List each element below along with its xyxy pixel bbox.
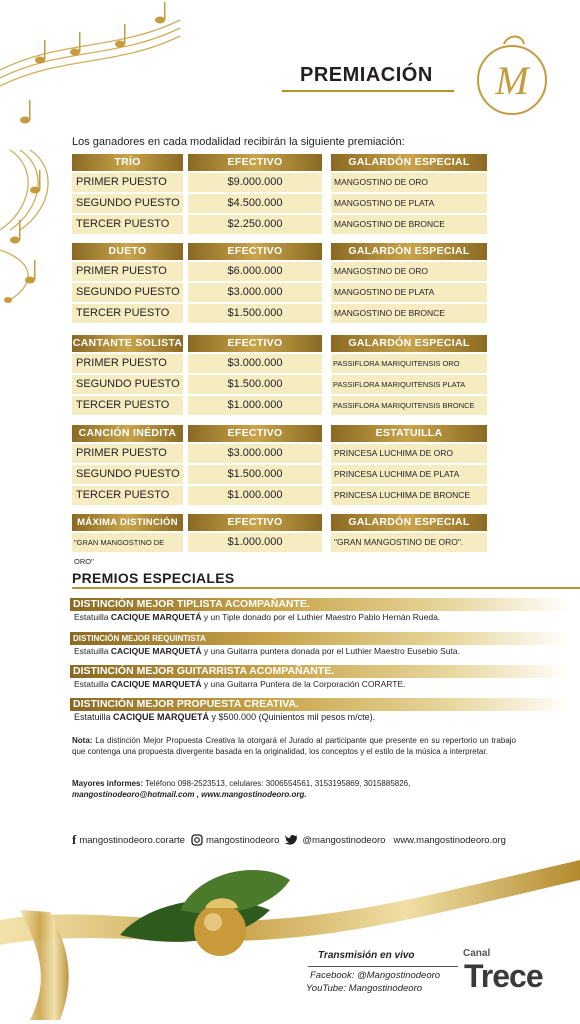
table-row [72, 463, 487, 484]
facebook-link[interactable]: mangostinodeoro.corarte [79, 834, 185, 846]
header-cash: EFECTIVO [188, 514, 322, 531]
website-link[interactable]: www.mangostinodeoro.org [393, 834, 506, 846]
cash-cell: $1.500.000 [188, 375, 322, 394]
table-header [72, 154, 487, 171]
cash-cell: $3.000.000 [188, 354, 322, 373]
header-cash: EFECTIVO [188, 243, 322, 260]
table-header [72, 243, 487, 260]
award-cell: PRINCESA LUCHIMA DE ORO [331, 444, 487, 463]
prize-table-dueto [72, 243, 487, 323]
cash-cell: $6.000.000 [188, 262, 322, 281]
place-cell: PRIMER PUESTO [72, 173, 183, 192]
place-cell: TERCER PUESTO [72, 486, 183, 505]
table-row [72, 260, 487, 281]
special-prize-heading: DISTINCIÓN MEJOR PROPUESTA CREATIVA. [70, 698, 570, 711]
header-cash: EFECTIVO [188, 154, 322, 171]
title-underline [282, 90, 454, 92]
place-cell: TERCER PUESTO [72, 396, 183, 415]
broadcast-youtube[interactable]: YouTube: Mangostinodeoro [306, 983, 423, 994]
table-row [72, 394, 487, 415]
table-row [72, 192, 487, 213]
special-prize-item [70, 665, 570, 690]
table-row [72, 531, 487, 566]
header-award: ESTATUILLA [331, 425, 487, 442]
note-text: Nota: La distinción Mejor Propuesta Creativa la otorgará el Jurado al participante que presente en su repertorio un trabajo que contenga una propuesta divergente basada en la originalidad, los conceptos y el estilo de la música a interpretar. [72, 736, 516, 756]
twitter-icon [285, 834, 299, 846]
gold-ribbon-decoration [0, 850, 580, 1024]
cash-cell: $1.000.000 [188, 486, 322, 505]
contact-info: Mayores informes: Teléfono 098-2523513, celulares: 3006554561, 3153195869, 3015885826, mangostinodeoro@hotmail.com , www.mangostinodeoro.org. [72, 779, 411, 799]
header-category: MÁXIMA DISTINCIÓN [72, 514, 183, 531]
table-row [72, 171, 487, 192]
award-cell: MANGOSTINO DE BRONCE [331, 215, 487, 234]
award-cell: MANGOSTINO DE ORO [331, 262, 487, 281]
header-category: CANTANTE SOLISTA [72, 335, 183, 352]
table-row [72, 442, 487, 463]
special-prize-text: Estatuilla CACIQUE MARQUETÁ y una Guitarra puntera donada por el Luthier Maestro Eusebio Suta. [74, 646, 460, 656]
cash-cell: $1.000.000 [188, 396, 322, 415]
table-row [72, 352, 487, 373]
header-category: TRÍO [72, 154, 183, 171]
award-cell: MANGOSTINO DE PLATA [331, 283, 487, 302]
award-cell: PASSIFLORA MARIQUITENSIS ORO [331, 354, 487, 373]
trece-logo: Trece [464, 958, 543, 994]
header-award: GALARDÓN ESPECIAL [331, 335, 487, 352]
prize-table-trio [72, 154, 487, 234]
special-prizes-title: PREMIOS ESPECIALES [72, 570, 235, 586]
special-prize-item [70, 632, 570, 657]
place-cell: TERCER PUESTO [72, 304, 183, 323]
table-header [72, 425, 487, 442]
place-cell: PRIMER PUESTO [72, 262, 183, 281]
svg-text:M: M [495, 58, 529, 103]
intro-text: Los ganadores en cada modalidad recibirán la siguiente premiación: [72, 136, 405, 148]
header-category: CANCIÓN INÉDITA [72, 425, 183, 442]
special-prize-item [70, 698, 570, 723]
special-prizes-rule [72, 587, 580, 589]
prize-table-solista [72, 335, 487, 415]
table-row [72, 302, 487, 323]
special-prize-text: Estatuilla CACIQUE MARQUETÁ y una Guitarra Puntera de la Corporación CORARTE. [74, 679, 406, 689]
header-award: GALARDÓN ESPECIAL [331, 154, 487, 171]
cash-cell: $1.500.000 [188, 465, 322, 484]
place-cell: PRIMER PUESTO [72, 354, 183, 373]
twitter-link[interactable]: @mangostinodeoro [302, 834, 386, 846]
award-cell: PASSIFLORA MARIQUITENSIS PLATA [331, 375, 487, 394]
cash-cell: $1.500.000 [188, 304, 322, 323]
header-cash: EFECTIVO [188, 425, 322, 442]
special-prize-item [70, 598, 570, 623]
place-cell: PRIMER PUESTO [72, 444, 183, 463]
broadcast-rule [308, 966, 458, 967]
special-prize-heading: DISTINCIÓN MEJOR REQUINTISTA [70, 632, 570, 645]
cash-cell: $9.000.000 [188, 173, 322, 192]
table-header [72, 514, 487, 531]
award-cell: PRINCESA LUCHIMA DE PLATA [331, 465, 487, 484]
facebook-icon: f [72, 832, 77, 847]
award-cell: PASSIFLORA MARIQUITENSIS BRONCE [331, 396, 487, 415]
place-cell: SEGUNDO PUESTO [72, 283, 183, 302]
cash-cell: $2.250.000 [188, 215, 322, 234]
special-prize-heading: DISTINCIÓN MEJOR TIPLISTA ACOMPAÑANTE. [70, 598, 570, 611]
contact-links[interactable]: mangostinodeoro@hotmail.com , www.mangostinodeoro.org. [72, 790, 307, 799]
award-cell: MANGOSTINO DE BRONCE [331, 304, 487, 323]
special-prize-heading: DISTINCIÓN MEJOR GUITARRISTA ACOMPAÑANTE. [70, 665, 570, 678]
header-award: GALARDÓN ESPECIAL [331, 514, 487, 531]
broadcast-facebook[interactable]: Facebook: @Mangostinodeoro [310, 970, 441, 981]
table-row [72, 373, 487, 394]
prize-table-cancion [72, 425, 487, 505]
table-row [72, 213, 487, 234]
mangostino-logo [474, 30, 552, 120]
special-prize-text: Estatuilla CACIQUE MARQUETÁ y un Tiple donado por el Luthier Maestro Pablo Hernán Rueda. [74, 612, 441, 622]
channel-label: Canal [463, 948, 491, 959]
broadcast-title: Transmisión en vivo [318, 950, 415, 961]
award-cell: MANGOSTINO DE ORO [331, 173, 487, 192]
page-title: PREMIACIÓN [300, 64, 433, 86]
cash-cell: $3.000.000 [188, 283, 322, 302]
place-cell: "GRAN MANGOSTINO DE ORO" [72, 533, 183, 552]
header-category: DUETO [72, 243, 183, 260]
award-cell: PRINCESA LUCHIMA DE BRONCE [331, 486, 487, 505]
cash-cell: $3.000.000 [188, 444, 322, 463]
social-links [72, 832, 506, 848]
award-cell: MANGOSTINO DE PLATA [331, 194, 487, 213]
instagram-link[interactable]: mangostinodeoro [205, 834, 280, 846]
header-award: GALARDÓN ESPECIAL [331, 243, 487, 260]
award-cell: "GRAN MANGOSTINO DE ORO". [331, 533, 487, 552]
cash-cell: $4.500.000 [188, 194, 322, 213]
place-cell: TERCER PUESTO [72, 215, 183, 234]
table-header [72, 335, 487, 352]
table-row [72, 281, 487, 302]
prize-table-maxima [72, 514, 487, 566]
instagram-icon [191, 834, 203, 846]
special-prize-text: Estatuilla CACIQUE MARQUETÁ y $500.000 (Quinientos mil pesos m/cte). [74, 712, 376, 722]
place-cell: SEGUNDO PUESTO [72, 465, 183, 484]
cash-cell: $1.000.000 [188, 533, 322, 552]
place-cell: SEGUNDO PUESTO [72, 194, 183, 213]
place-cell: SEGUNDO PUESTO [72, 375, 183, 394]
table-row [72, 484, 487, 505]
header-cash: EFECTIVO [188, 335, 322, 352]
